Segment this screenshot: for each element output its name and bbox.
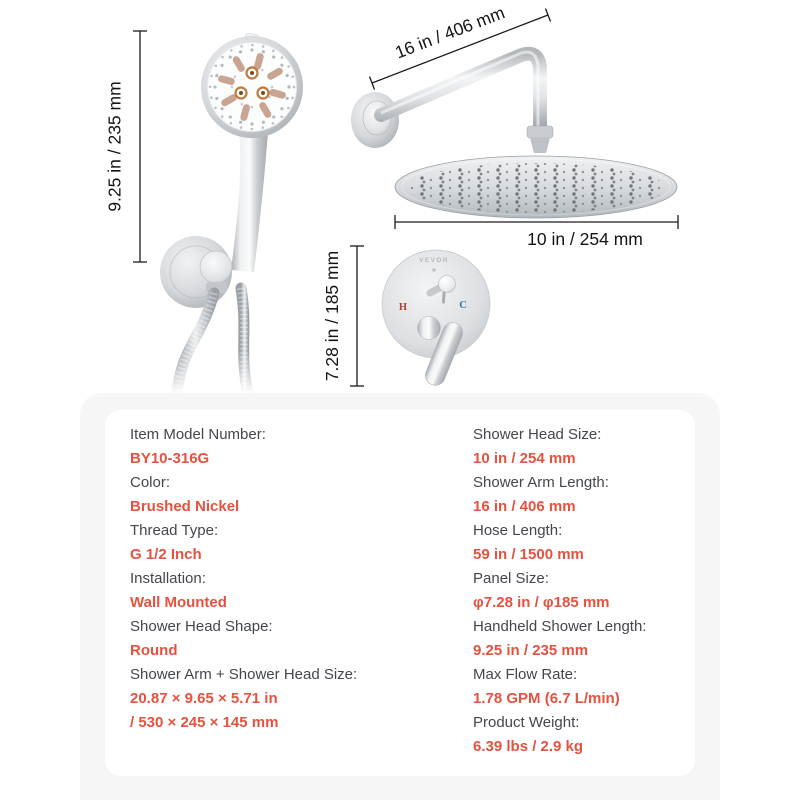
mixer-valve-image — [382, 250, 490, 388]
handheld-dimension-label: 9.25 in / 235 mm — [104, 81, 125, 212]
head-dimension-label: 10 in / 254 mm — [527, 229, 643, 249]
spec-value: Wall Mounted — [130, 594, 227, 611]
spec-label: Thread Type: — [130, 522, 219, 539]
spec-value: 20.87 × 9.65 × 5.71 in — [130, 690, 278, 707]
spec-value: φ7.28 in / φ185 mm — [473, 594, 610, 611]
valve-panel-dimension — [322, 246, 364, 386]
spec-value: 16 in / 406 mm — [473, 498, 576, 515]
spec-value: 9.25 in / 235 mm — [473, 642, 589, 659]
specs-column-left — [130, 423, 465, 735]
valve-dimension-label: 7.28 in / 185 mm — [322, 250, 342, 382]
valve-logo: VEVOR — [419, 257, 449, 264]
specs-card — [105, 410, 695, 776]
spec-label: Shower Arm Length: — [473, 474, 609, 491]
spec-value: Round — [130, 642, 178, 659]
rain-shower-head-image — [395, 156, 677, 218]
handheld-shower-image — [160, 33, 303, 394]
spec-value: / 530 × 245 × 145 mm — [130, 714, 279, 731]
spec-label: Shower Head Size: — [473, 426, 602, 443]
handheld-length-dimension — [105, 31, 148, 262]
spec-value: BY10-316G — [130, 450, 210, 467]
spec-label: Handheld Shower Length: — [473, 618, 647, 635]
spec-value: 6.39 lbs / 2.9 kg — [473, 738, 584, 755]
shower-arm-image — [351, 52, 553, 153]
spec-value: 10 in / 254 mm — [473, 450, 576, 467]
head-diameter-dimension — [395, 215, 678, 249]
spec-label: Color: — [130, 474, 171, 491]
spec-label: Shower Arm + Shower Head Size: — [130, 666, 358, 683]
specs-section — [80, 393, 720, 800]
spec-value: 59 in / 1500 mm — [473, 546, 584, 563]
spec-value: 1.78 GPM (6.7 L/min) — [473, 690, 620, 707]
arm-dimension-label: 16 in / 406 mm — [392, 2, 508, 63]
spec-label: Max Flow Rate: — [473, 666, 578, 683]
spec-value: Brushed Nickel — [130, 498, 240, 515]
spec-label: Product Weight: — [473, 714, 580, 731]
cold-water-indicator: C — [459, 300, 467, 311]
spec-label: Panel Size: — [473, 570, 549, 587]
spec-value: G 1/2 Inch — [130, 546, 202, 563]
spec-label: Item Model Number: — [130, 426, 266, 443]
spec-label: Shower Head Shape: — [130, 618, 273, 635]
spec-label: Installation: — [130, 570, 206, 587]
spec-label: Hose Length: — [473, 522, 563, 539]
hot-water-indicator: H — [398, 302, 408, 313]
specs-column-right — [473, 423, 688, 759]
